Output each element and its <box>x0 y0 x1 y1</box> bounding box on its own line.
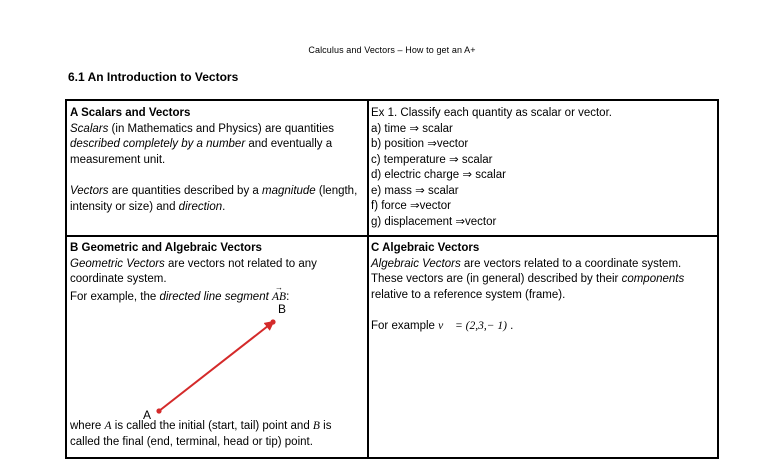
point-a-dot <box>156 408 161 413</box>
item-label: a) time <box>371 122 407 135</box>
term-algebraic-vectors: Algebraic Vectors <box>371 257 461 270</box>
implies-icon: ⇒ <box>462 169 473 181</box>
text-run: is called the initial (start, tail) point and <box>111 420 313 432</box>
implies-icon: ⇒ <box>455 215 466 228</box>
point-b-label: B <box>278 302 287 316</box>
text-run: where <box>70 420 105 432</box>
item-answer: scalar <box>461 153 493 166</box>
cell-c-paragraph-3 <box>371 319 711 335</box>
cell-c-title: C Algebraic Vectors <box>371 242 480 254</box>
text-run: relative to a reference system (frame). <box>371 288 566 301</box>
item-label: e) mass <box>371 184 412 197</box>
term-scalars: Scalars <box>70 122 109 135</box>
text-run: : <box>286 290 290 303</box>
example-item <box>371 184 711 200</box>
vector-arrow-icon: → <box>275 282 284 292</box>
cell-c-paragraph-2 <box>371 272 711 303</box>
implies-icon: ⇒ <box>410 200 420 212</box>
term-magnitude: magnitude <box>262 185 316 197</box>
cell-b-title: B Geometric and Algebraic Vectors <box>70 242 262 254</box>
text-run: (length, intensity or size) and <box>70 185 358 213</box>
term-geometric-vectors: Geometric Vectors <box>70 257 165 270</box>
item-answer: vector <box>465 215 497 228</box>
example-item <box>371 215 711 231</box>
term-components: components <box>621 273 685 285</box>
implies-icon: ⇒ <box>448 153 459 166</box>
item-label: g) displacement <box>371 215 453 228</box>
point-b-dot <box>270 319 275 324</box>
item-answer: scalar <box>427 184 459 197</box>
example-item <box>371 168 711 184</box>
example-item <box>371 122 711 138</box>
item-answer: scalar <box>475 169 506 181</box>
text-run: is called the final (end, terminal, head or tip) point. <box>70 420 332 448</box>
point-a-label: A <box>143 408 152 422</box>
item-label: c) temperature <box>371 153 446 166</box>
item-label: f) force <box>371 200 407 212</box>
text-run: For example, the <box>70 290 160 303</box>
cell-geometric-algebraic-vectors <box>70 241 362 305</box>
section-title: 6.1 An Introduction to Vectors <box>68 70 239 84</box>
math-a: A <box>104 420 112 432</box>
cell-b-paragraph-1 <box>70 257 362 288</box>
text-run: (in Mathematics and Physics) are quantities <box>108 122 334 135</box>
item-answer: scalar <box>422 122 453 135</box>
spacer <box>70 168 362 184</box>
cell-a-paragraph-1 <box>70 122 362 169</box>
cell-a-title: A Scalars and Vectors <box>70 107 191 119</box>
example-item <box>371 153 711 169</box>
text-run: These vectors are (in general) described by their <box>371 273 622 285</box>
text-run: are vectors related to a coordinate system. <box>460 257 682 270</box>
term-direction: direction <box>178 200 223 213</box>
term-directed-line-segment: directed line segment <box>159 290 269 303</box>
cell-scalars-and-vectors <box>70 106 362 215</box>
spacer <box>371 303 711 319</box>
text-run: are vectors not related to any coordinate system. <box>70 257 317 285</box>
text-run: . <box>506 320 514 332</box>
page-header: Calculus and Vectors – How to get an A+ <box>308 45 476 55</box>
example-title: Ex 1. Classify each quantity as scalar or vector. <box>371 107 612 119</box>
table-divider-horizontal <box>67 235 717 237</box>
text-run: . <box>222 200 226 213</box>
term-described-completely: described completely by a number <box>70 138 246 150</box>
item-label: d) electric charge <box>371 169 460 181</box>
vector-arrow-line <box>159 322 273 411</box>
vector-v-example: v⃗ = (2,3,− 1) <box>438 320 507 332</box>
item-answer: vector <box>436 138 469 150</box>
text-run: For example <box>371 320 439 332</box>
implies-icon: ⇒ <box>415 184 425 197</box>
cell-a-paragraph-2 <box>70 184 362 215</box>
term-vectors: Vectors <box>70 185 109 197</box>
example-item <box>371 137 711 153</box>
example-item <box>371 199 711 215</box>
vector-name: AB <box>272 290 287 303</box>
cell-example-1 <box>371 106 711 230</box>
math-b: B <box>312 420 320 432</box>
cell-c-paragraph-1 <box>371 257 711 273</box>
content-table <box>65 99 719 459</box>
implies-icon: ⇒ <box>409 122 419 135</box>
text-run: and eventually a measurement unit. <box>70 138 333 166</box>
cell-algebraic-vectors <box>371 241 711 335</box>
implies-icon: ⇒ <box>427 138 437 150</box>
item-answer: vector <box>419 200 451 212</box>
text-run: are quantities described by a <box>108 185 262 197</box>
directed-segment-diagram <box>139 301 369 421</box>
cell-b-where-text <box>70 419 362 450</box>
item-label: b) position <box>371 138 425 150</box>
